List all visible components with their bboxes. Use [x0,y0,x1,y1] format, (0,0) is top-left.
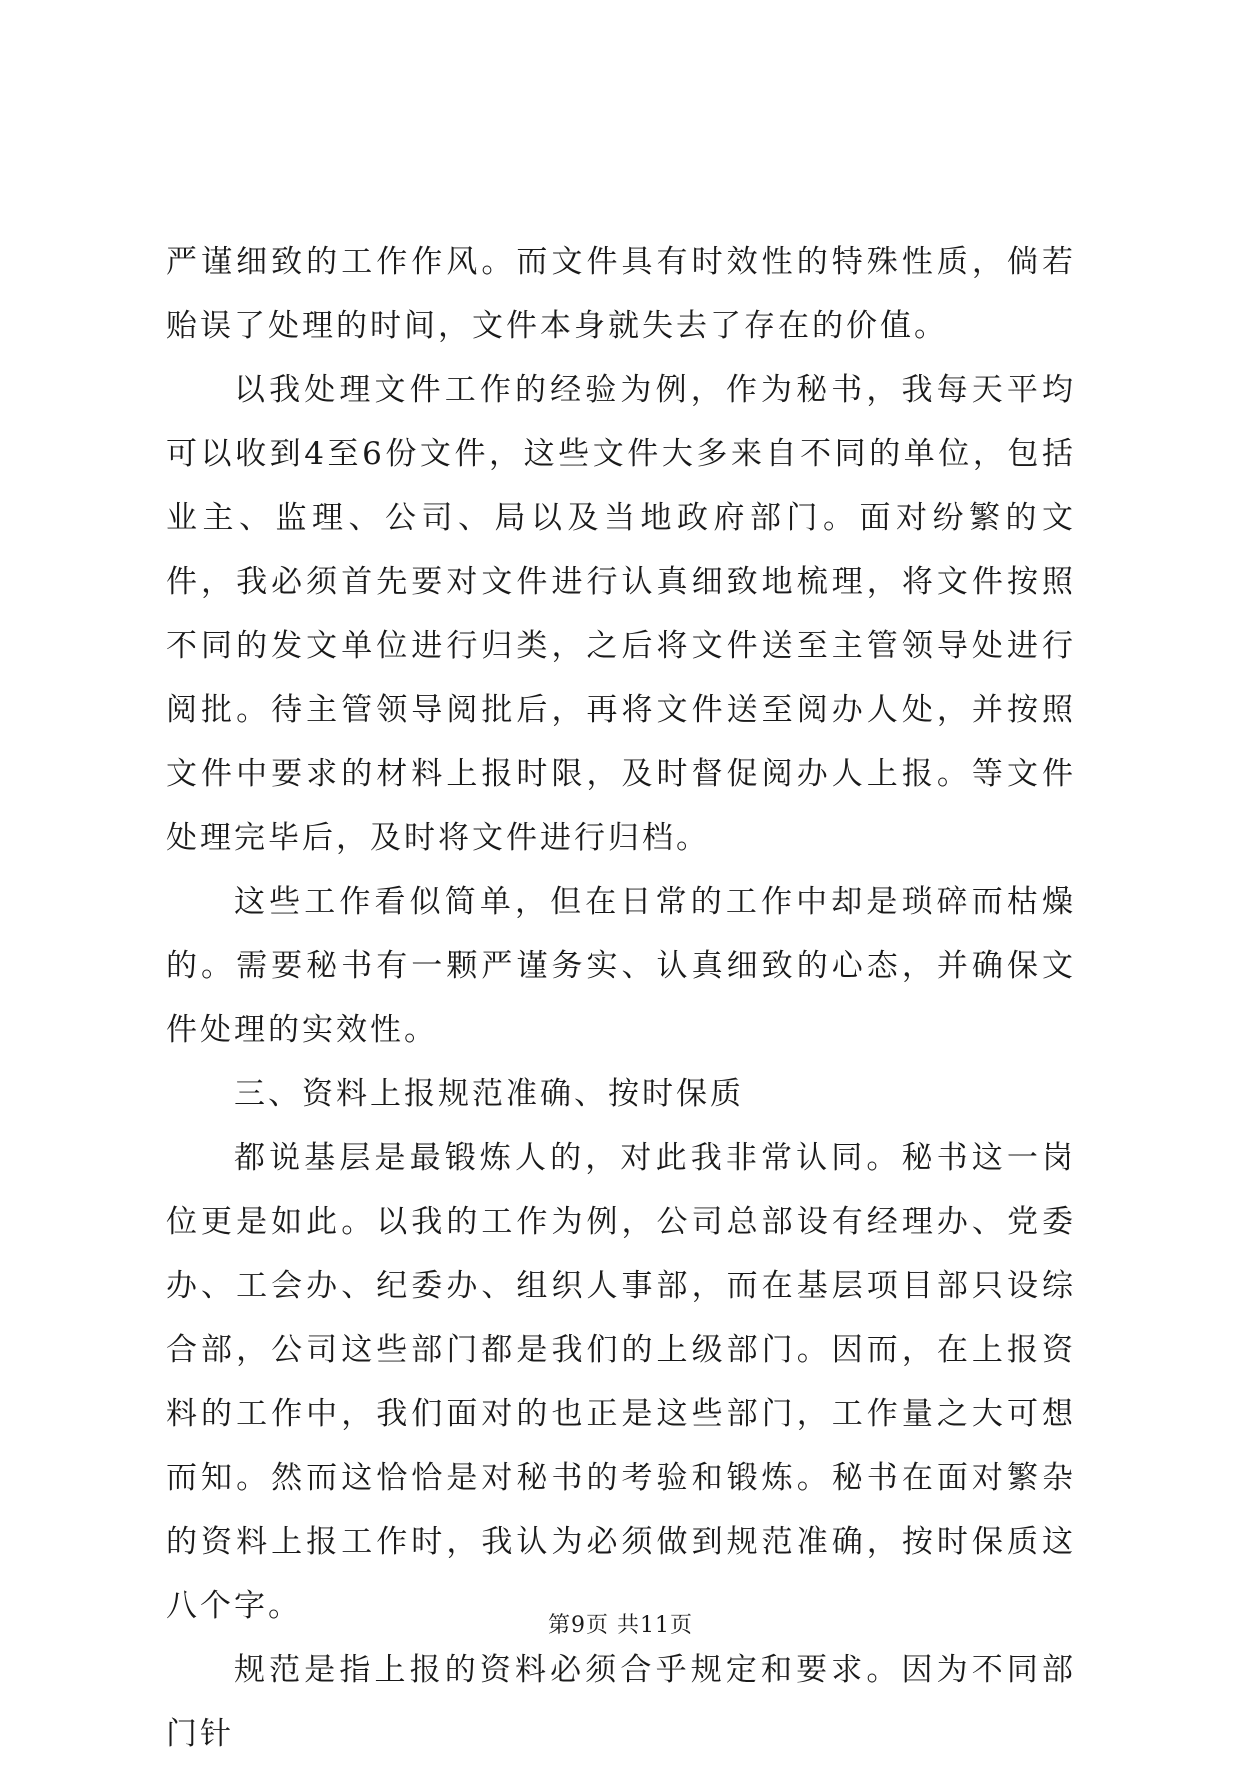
paragraph-4: 都说基层是最锻炼人的，对此我非常认同。秘书这一岗位更是如此。以我的工作为例，公司总部设有经理办、党委办、工会办、纪委办、组织人事部，而在基层项目部只设综合部，公司这些部门都是我们的上级部门。因而，在上报资料的工作中，我们面对的也正是这些部门，工作量之大可想而知。然而这恰恰是对秘书的考验和锻炼。秘书在面对繁杂的资料上报工作时，我认为必须做到规范准确，按时保质这八个字。 [166,1140,1076,1624]
page-number-label: 第9页 共11页 [548,1613,693,1638]
paragraph-3: 这些工作看似简单，但在日常的工作中却是琐碎而枯燥的。需要秘书有一颗严谨务实、认真细致的心态，并确保文件处理的实效性。 [166,884,1076,1048]
section-heading: 三、资料上报规范准确、按时保质 [234,1076,744,1112]
paragraph-2: 以我处理文件工作的经验为例，作为秘书，我每天平均可以收到4至6份文件，这些文件大多来自不同的单位，包括业主、监理、公司、局以及当地政府部门。面对纷繁的文件，我必须首先要对文件进行认真细致地梳理，将文件按照不同的发文单位进行归类，之后将文件送至主管领导处进行阅批。待主管领导阅批后，再将文件送至阅办人处，并按照文件中要求的材料上报时限，及时督促阅办人上报。等文件处理完毕后，及时将文件进行归档。 [166,372,1076,856]
document-body [166,230,1076,1766]
paragraph-5: 规范是指上报的资料必须合乎规定和要求。因为不同部门针 [166,1652,1076,1752]
page-footer [0,1608,1241,1639]
paragraph-1: 严谨细致的工作作风。而文件具有时效性的特殊性质，倘若贻误了处理的时间，文件本身就失去了存在的价值。 [166,244,1076,344]
